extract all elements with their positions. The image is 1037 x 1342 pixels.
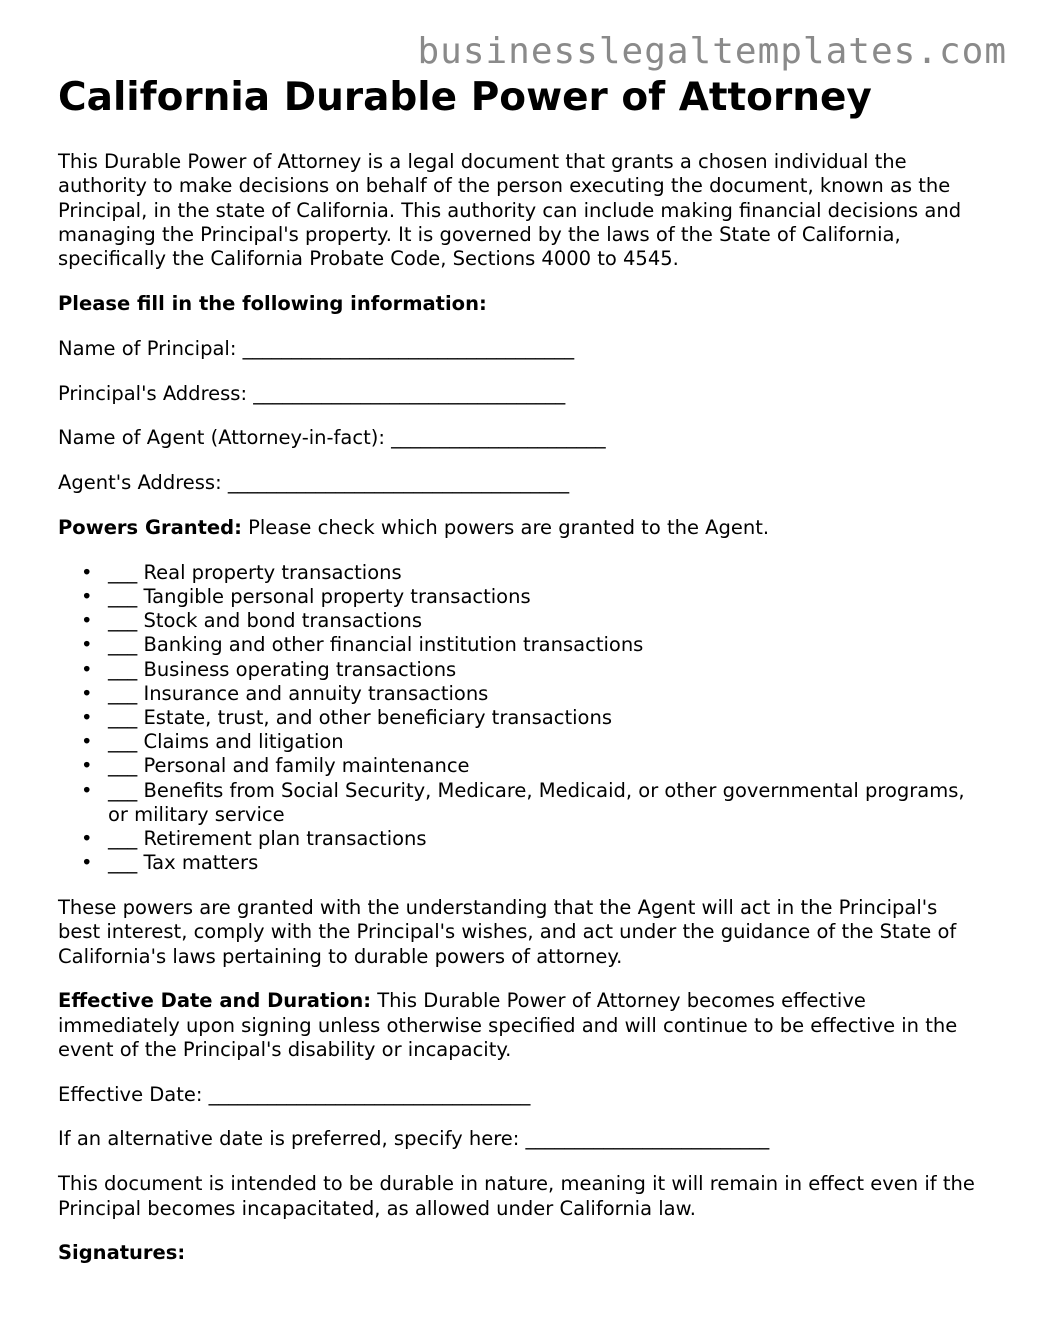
watermark: businesslegaltemplates.com <box>417 31 1007 72</box>
fill-in-heading: Please fill in the following information: <box>58 291 487 315</box>
document-title: California Durable Power of Attorney <box>58 75 872 120</box>
power-label: ___ Banking and other financial institution transactions <box>108 633 644 657</box>
alternative-date-field[interactable]: If an alternative date is preferred, specify here: _________________________ <box>58 1127 770 1151</box>
bullet: • <box>81 584 93 608</box>
bullet: • <box>81 681 93 705</box>
power-label: ___ Personal and family maintenance <box>108 754 470 778</box>
power-label: ___ Estate, trust, and other beneficiary transactions <box>108 705 612 729</box>
powers-granted-paragraph <box>58 516 978 540</box>
intro-paragraph: This Durable Power of Attorney is a legal document that grants a chosen individual the authority to make decisions on behalf of the person executing the document, known as the Principal, in the state of California. This authority can include making financial decisions and managing the Principal's property. It is governed by the laws of the State of California, specifically the California Probate Code, Sections 4000 to 4545. <box>58 150 962 271</box>
power-item-real-property[interactable] <box>81 560 978 585</box>
power-item-claims[interactable] <box>81 730 978 754</box>
bullet: • <box>81 609 93 633</box>
powers-granted-instruction: Please check which powers are granted to the Agent. <box>241 515 770 539</box>
power-label: ___ Business operating transactions <box>108 657 457 681</box>
bullet: • <box>81 730 93 754</box>
bullet: • <box>81 851 93 875</box>
power-item-stock-bond[interactable] <box>81 609 978 633</box>
powers-granted-label: Powers Granted: <box>58 515 242 539</box>
power-item-estate-trust[interactable] <box>81 705 978 730</box>
agent-address-field[interactable]: Agent's Address: ___________________________________ <box>58 471 570 495</box>
bullet: • <box>81 633 93 657</box>
understanding-paragraph: These powers are granted with the understanding that the Agent will act in the Principal's best interest, comply with the Principal's wishes, and act under the guidance of the State of California's laws pertaining to durable powers of attorney. <box>58 895 957 968</box>
effective-text: This Durable Power of Attorney becomes effective immediately upon signing unless otherwise specified and will continue to be effective in the event of the Principal's disability or incapacity. <box>58 989 958 1061</box>
power-item-personal-family[interactable] <box>81 754 978 778</box>
power-item-tangible-property[interactable] <box>81 584 978 609</box>
document-body <box>58 150 978 1266</box>
bullet: • <box>81 778 93 802</box>
power-label: ___ Benefits from Social Security, Medicare, Medicaid, or other governmental programs, or military service <box>108 778 965 826</box>
power-item-insurance[interactable] <box>81 681 978 706</box>
power-label: ___ Tangible personal property transactions <box>108 584 531 608</box>
bullet: • <box>81 657 93 681</box>
effective-paragraph <box>58 989 978 1062</box>
power-item-retirement[interactable] <box>81 827 978 851</box>
power-item-business-operating[interactable] <box>81 657 978 682</box>
bullet: • <box>81 705 93 729</box>
signatures-heading: Signatures: <box>58 1241 186 1265</box>
power-item-banking[interactable] <box>81 633 978 657</box>
power-label: ___ Tax matters <box>108 851 259 875</box>
power-item-tax[interactable] <box>81 851 978 875</box>
bullet: • <box>81 560 93 584</box>
bullet: • <box>81 754 93 778</box>
power-label: ___ Claims and litigation <box>108 730 344 754</box>
power-label: ___ Real property transactions <box>108 560 402 584</box>
principal-name-field[interactable]: Name of Principal: __________________________________ <box>58 336 575 360</box>
agent-name-field[interactable]: Name of Agent (Attorney-in-fact): ______________________ <box>58 426 606 450</box>
principal-address-field[interactable]: Principal's Address: ________________________________ <box>58 381 566 405</box>
power-label: ___ Stock and bond transactions <box>108 609 423 633</box>
power-label: ___ Retirement plan transactions <box>108 827 427 850</box>
powers-list <box>58 561 978 876</box>
bullet: • <box>81 827 93 850</box>
effective-date-field[interactable]: Effective Date: _________________________________ <box>58 1082 531 1106</box>
durable-note-paragraph: This document is intended to be durable in nature, meaning it will remain in effect even if the Principal becomes incapacitated, as allowed under California law. <box>58 1172 975 1220</box>
power-item-benefits[interactable] <box>81 778 978 827</box>
effective-label: Effective Date and Duration: <box>58 989 372 1013</box>
power-label: ___ Insurance and annuity transactions <box>108 681 489 705</box>
